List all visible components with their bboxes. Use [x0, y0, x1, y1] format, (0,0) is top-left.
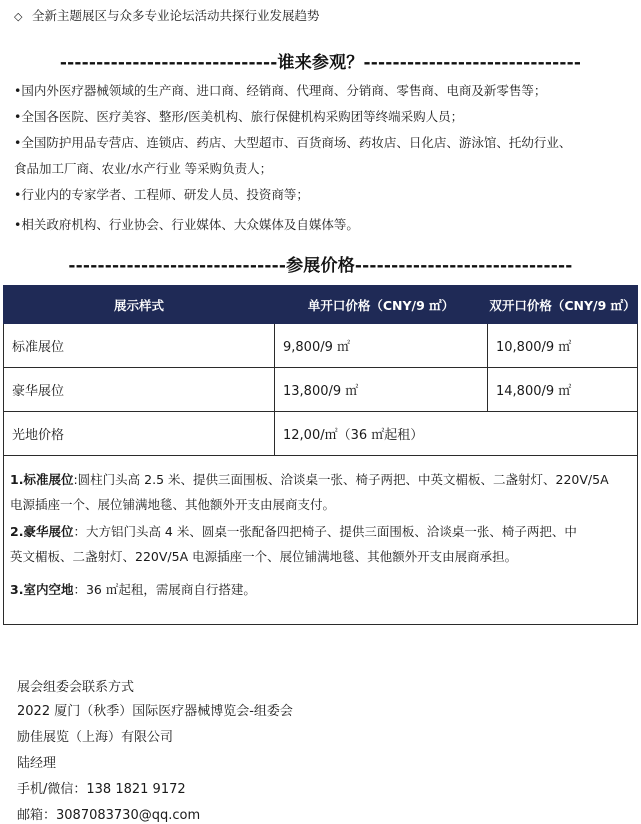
table-row: [4, 324, 638, 368]
table-row: [4, 412, 638, 456]
contact-organizer: 2022 厦门（秋季）国际医疗器械博览会-组委会: [17, 704, 293, 719]
contact-company: 励佳展览（上海）有限公司: [17, 730, 174, 745]
note-luxury: [10, 519, 634, 544]
table-row: [4, 368, 638, 412]
header-double-open: 双开口价格（CNY/9 ㎡）: [488, 286, 638, 324]
header-single-open: 单开口价格（CNY/9 ㎡）: [275, 286, 488, 324]
note-label: 3.室内空地: [10, 582, 74, 597]
row-type-cell: 光地价格: [4, 412, 275, 456]
single-price-cell: 9,800/9 ㎡: [275, 324, 488, 368]
row-type-cell: 标准展位: [4, 324, 275, 368]
note-standard-cont: 电源插座一个、展位铺满地毯、其他额外开支由展商支付。: [10, 497, 336, 512]
top-bullet-text: 全新主题展区与众多专业论坛活动共探行业发展趋势: [32, 8, 320, 23]
contact-phone: 手机/微信：138 1821 9172: [17, 782, 186, 797]
note-text: :圆柱门头高 2.5 米、提供三面围板、洽谈桌一张、椅子两把、中英文楣板、二盏射灯、220V/5A: [73, 472, 609, 487]
price-table: [3, 285, 638, 456]
header-display-type: 展示样式: [4, 286, 275, 324]
double-price-cell: 10,800/9 ㎡: [488, 324, 638, 368]
contact-person: 陆经理: [17, 756, 57, 771]
note-indoor-space: [10, 577, 634, 602]
double-price-cell: 14,800/9 ㎡: [488, 368, 638, 412]
note-standard: [10, 467, 634, 492]
diamond-outline-icon: ◇: [14, 10, 23, 23]
contact-title: 展会组委会联系方式: [17, 680, 135, 695]
visitors-heading: ------------------------------谁来参观？------------------------------: [59, 53, 582, 73]
price-heading: ------------------------------参展价格------------------------------: [68, 256, 573, 276]
note-label: 1.标准展位: [10, 472, 74, 487]
visitor-line: 食品加工厂商、农业/水产行业 等采购负责人；: [14, 161, 273, 176]
top-bullet: [14, 6, 320, 24]
visitor-line: •行业内的专家学者、工程师、研发人员、投资商等；: [14, 187, 309, 202]
row-type-cell: 豪华展位: [4, 368, 275, 412]
contact-email: 邮箱：3087083730@qq.com: [17, 808, 201, 823]
note-luxury-cont: 英文楣板、二盏射灯、220V/5A 电源插座一个、展位铺满地毯、其他额外开支由展商承担。: [10, 549, 518, 564]
raw-space-price-cell: 12,00/㎡（36 ㎡起租）: [275, 412, 638, 456]
note-text: ：大方铝门头高 4 米、圆桌一张配备四把椅子、提供三面围板、洽谈桌一张、椅子两把、中: [73, 524, 577, 539]
single-price-cell: 13,800/9 ㎡: [275, 368, 488, 412]
visitor-line: •全国防护用品专营店、连锁店、药店、大型超市、百货商场、药妆店、日化店、游泳馆、托幼行业、: [14, 135, 572, 150]
note-label: 2.豪华展位: [10, 524, 74, 539]
note-text: ：36 ㎡起租，需展商自行搭建。: [73, 582, 256, 597]
visitor-line: •国内外医疗器械领域的生产商、进口商、经销商、代理商、分销商、零售商、电商及新零售等；: [14, 83, 547, 98]
visitor-line: •全国各医院、医疗美容、整形/医美机构、旅行保健机构采购团等终端采购人员；: [14, 109, 464, 124]
visitor-line: •相关政府机构、行业协会、行业媒体、大众媒体及自媒体等。: [14, 217, 359, 232]
price-table-header: [4, 286, 638, 324]
booth-notes-box: [3, 451, 638, 625]
